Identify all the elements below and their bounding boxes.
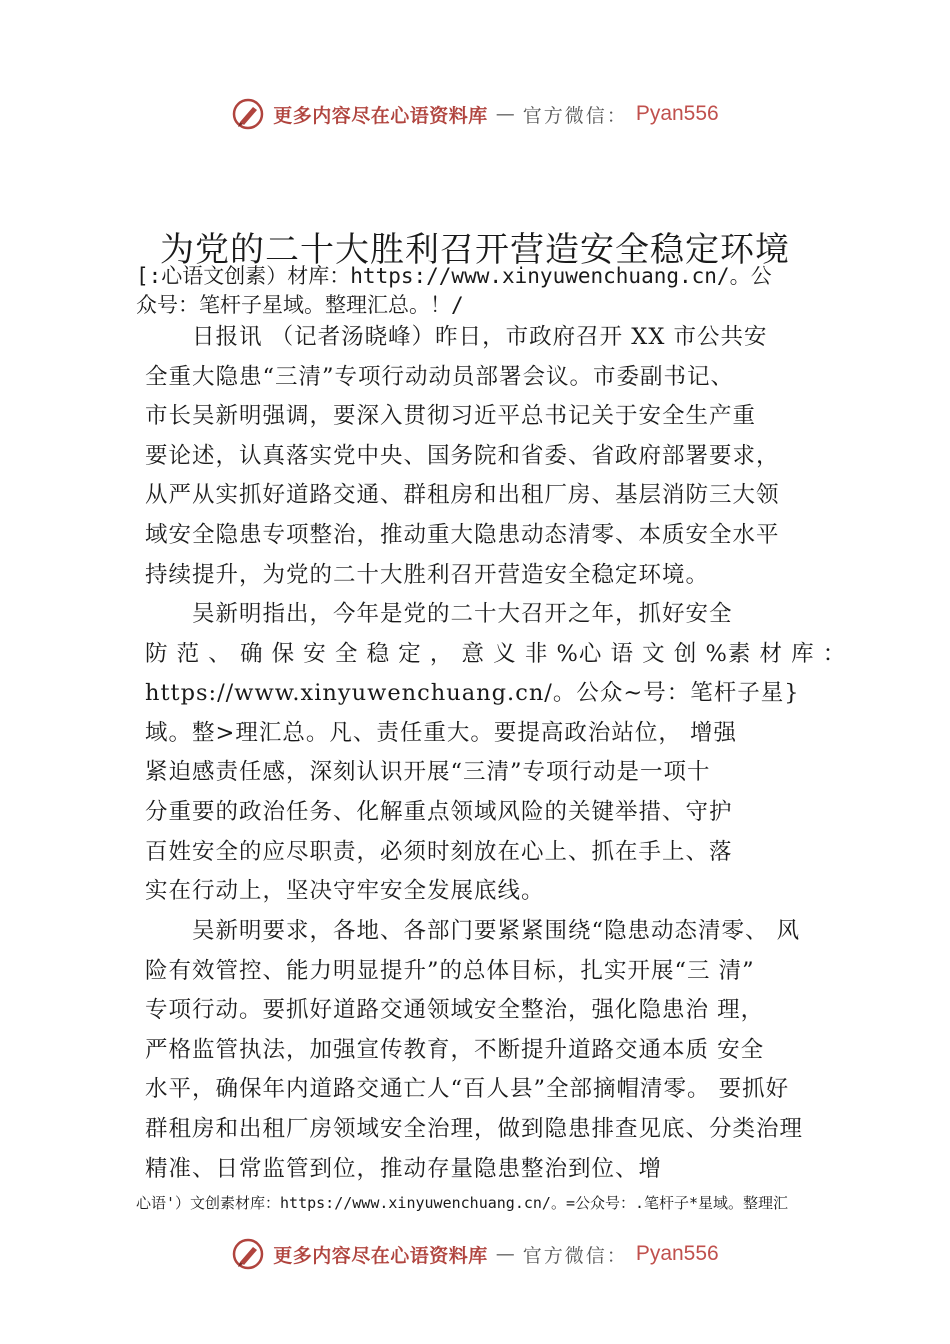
text-line: 专项行动。要抓好道路交通领域安全整治，强化隐患治 理， (145, 997, 765, 1024)
footer-banner (0, 1232, 950, 1276)
text-line: 分重要的政治任务、化解重点领域风险的关键举措、守护 (145, 798, 733, 825)
source-line: 众号：笔杆子星域。整理汇总。！/ (136, 293, 464, 317)
paragraph-1 (145, 318, 825, 595)
text-line: 全重大隐患“三清”专项行动动员部署会议。市委副书记、 (145, 363, 735, 390)
text-line: 要论述，认真落实党中央、国务院和省委、省政府部署要求， (145, 442, 780, 469)
text-line: 吴新明指出，今年是党的二十大召开之年，抓好安全 (145, 601, 733, 627)
banner-wechat-id: Pyan556 (635, 1242, 719, 1265)
text-line: 百姓安全的应尽职责，必须时刻放在心上、抓在手上、落 (145, 838, 733, 865)
banner-dash: — (495, 1243, 515, 1265)
source-line: [:心语文创素）材库：https://www.xinyuwenchuang.cn/。公 (136, 264, 772, 288)
pen-logo-icon (231, 97, 265, 131)
text-line: 紧迫感责任感，深刻认识开展“三清”专项行动是一项十 (145, 759, 711, 786)
paragraph-3 (145, 912, 825, 1189)
banner-wechat-label: 官方微信： (522, 104, 628, 127)
paragraph-2 (145, 595, 847, 912)
banner-brand-text: 更多内容尽在心语资料库 (273, 1244, 488, 1267)
text-line: 水平，确保年内道路交通亡人“百人县”全部摘帽清零。 要抓好 (145, 1076, 790, 1103)
text-line: 域安全隐患专项整治，推动重大隐患动态清零、本质安全水平 (145, 521, 780, 548)
document-title: 为党的二十大胜利召开营造安全稳定环境 (160, 230, 790, 270)
source-note (136, 262, 826, 320)
text-line: 吴新明要求，各地、各部门要紧紧围绕“隐患动态清零、 风 (145, 918, 801, 944)
banner-dash: — (495, 103, 515, 125)
text-line: 实在行动上，坚决守牢安全发展底线。 (145, 878, 545, 905)
text-line: 险有效管控、能力明显提升”的总体目标，扎实开展“三 清” (145, 957, 755, 984)
text-line: 域。整>理汇总。凡、责任重大。要提高政治站位， 增强 (145, 719, 738, 746)
banner-wechat-id: Pyan556 (635, 102, 719, 125)
text-line: 严格监管执法，加强宣传教育，不断提升道路交通本质 安全 (145, 1036, 765, 1063)
text-line: 持续提升，为党的二十大胜利召开营造安全稳定环境。 (145, 561, 710, 588)
text-line: 精准、日常监管到位，推动存量隐患整治到位、增 (145, 1155, 663, 1182)
text-line: 群租房和出租厂房领域安全治理，做到隐患排查见底、分类治理 (145, 1115, 804, 1142)
text-line: 市长吴新明强调，要深入贯彻习近平总书记关于安全生产重 (145, 403, 757, 430)
text-line: 防 范 、 确 保 安 全 稳 定 ， 意 义 非 %心 语 文 创 %素 材 库 ： (145, 640, 847, 667)
text-line: 日报讯 （记者汤晓峰）昨日，市政府召开 XX 市公共安 (145, 324, 768, 350)
footer-note: 心语'）文创素材库：https://www.xinyuwenchuang.cn/。=公众号：.笔杆子*星域。整理汇 (136, 1194, 789, 1212)
banner-wechat-label: 官方微信： (522, 1244, 628, 1267)
header-banner (0, 92, 950, 136)
banner-brand-text: 更多内容尽在心语资料库 (273, 104, 488, 127)
text-line: 从严从实抓好道路交通、群租房和出租厂房、基层消防三大领 (145, 482, 780, 509)
text-line: https://www.xinyuwenchuang.cn/。公众~号：笔杆子星} (145, 680, 800, 707)
pen-logo-icon (231, 1237, 265, 1271)
